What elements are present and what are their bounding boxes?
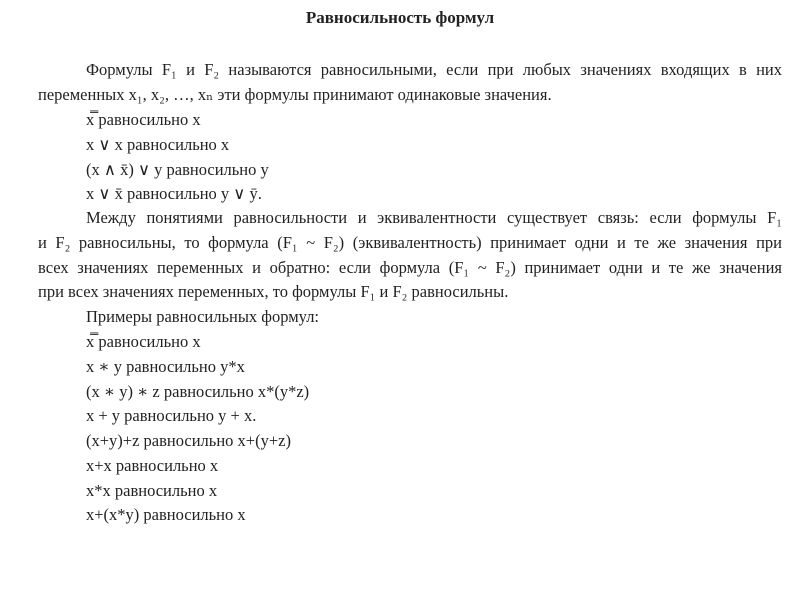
section-heading: Примеры равносильных формул:	[86, 307, 320, 326]
formula-line: x + y равносильно y + x.	[86, 406, 257, 425]
formula-line: (x+y)+z равносильно x+(y+z)	[86, 431, 291, 450]
paragraph-line: и F₂ равносильны, то формула (F₁ ~ F₂) (эквивалентность) принимает одни и те же значения при	[38, 233, 782, 252]
formula-line: (x ∗ y) ∗ z равносильно x*(y*z)	[86, 382, 310, 401]
formula-line: x ∗ y равносильно y*x	[86, 357, 245, 376]
paragraph-line: Между понятиями равносильности и эквивалентности существует связь: если формулы F₁	[86, 208, 782, 227]
page-title: Равносильность формул	[305, 8, 495, 27]
paragraph-line: Формулы F₁ и F₂ называются равносильными, если при любых значениях входящих в них	[86, 60, 782, 79]
formula-line: x̿ равносильно x	[86, 110, 201, 129]
formula-line: x+(x*y) равносильно x	[86, 505, 246, 524]
paragraph-line: переменных x₁, x₂, …, xₙ эти формулы принимают одинаковые значения.	[38, 85, 552, 104]
formula-line: x̿ равносильно x	[86, 332, 201, 351]
formula-line: x+x равносильно x	[86, 456, 219, 475]
paragraph-line: при всех значениях переменных, то формулы F₁ и F₂ равносильны.	[38, 282, 509, 301]
formula-line: (x ∧ x̄) ∨ y равносильно y	[86, 160, 269, 179]
paragraph-line: всех значениях переменных и обратно: если формула (F₁ ~ F₂) принимает одни и те же значения	[38, 258, 782, 277]
formula-line: x ∨ x̄ равносильно y ∨ ȳ.	[86, 184, 262, 203]
formula-line: x*x равносильно x	[86, 481, 218, 500]
formula-line: x ∨ x равносильно x	[86, 135, 230, 154]
